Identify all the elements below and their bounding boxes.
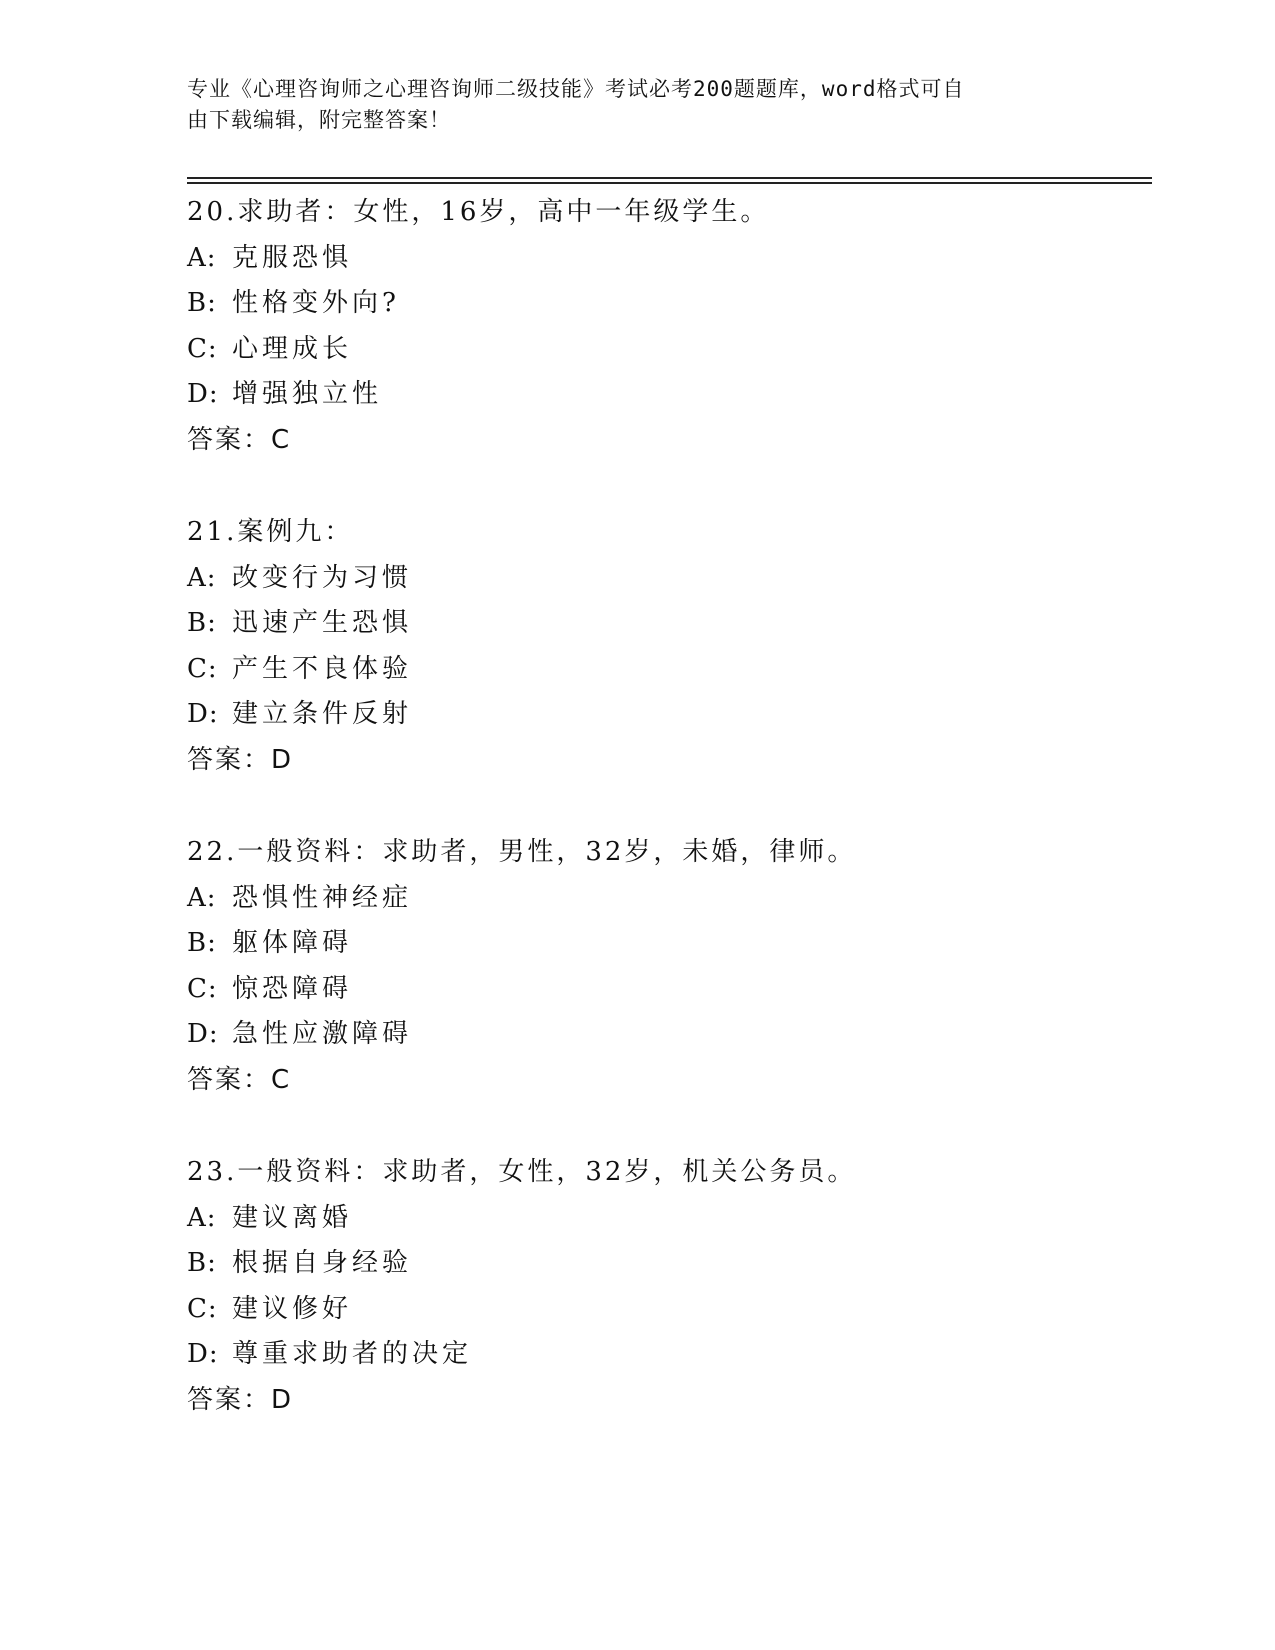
option-text: 躯体障碍 [232,928,353,958]
option-letter: B: [187,1248,217,1278]
option-letter: C: [187,333,218,364]
option-letter: A: [187,1202,217,1233]
option-a [187,876,1147,922]
question-stem: 21.案例九： [187,517,354,547]
option-text: 根据自身经验 [232,1248,413,1278]
option-letter: C: [187,1293,218,1324]
answer-line: 答案：D [187,1384,294,1415]
question-21 [187,510,1147,830]
question-23 [187,1150,1147,1470]
option-d [187,1332,1147,1378]
option-a [187,556,1147,602]
option-letter: D: [187,379,219,409]
option-letter: B: [187,288,217,318]
answer-line: 答案：D [187,744,294,775]
option-text: 性格变外向? [232,288,400,318]
question-stem: 23.一般资料：求助者，女性，32岁，机关公务员。 [187,1157,857,1187]
question-stem: 22.一般资料：求助者，男性，32岁，未婚，律师。 [187,837,857,867]
option-a [187,236,1147,282]
option-letter: C: [187,653,218,684]
option-letter: C: [187,973,218,1004]
option-text: 建立条件反射 [232,699,413,729]
option-letter: A: [187,882,217,913]
option-text: 增强独立性 [232,379,383,409]
header-line-1: 专业《心理咨询师之心理咨询师二级技能》考试必考200题题库，word格式可自 [187,77,965,101]
option-c [187,647,1147,693]
option-b [187,281,1147,327]
option-text: 产生不良体验 [232,653,413,684]
option-c [187,1287,1147,1333]
answer-line: 答案：C [187,1064,292,1095]
option-letter: D: [187,1339,219,1369]
option-text: 迅速产生恐惧 [232,608,413,638]
header-divider-top [187,177,1152,179]
question-22 [187,830,1147,1150]
option-b [187,601,1147,647]
option-text: 心理成长 [232,333,353,364]
option-letter: B: [187,608,217,638]
option-letter: D: [187,1019,219,1049]
answer-line: 答案：C [187,424,292,455]
option-letter: A: [187,242,217,273]
option-text: 建议修好 [232,1293,353,1324]
question-20 [187,190,1147,510]
header-divider-bottom [187,182,1152,184]
option-d [187,1012,1147,1058]
option-letter: B: [187,928,217,958]
option-b [187,921,1147,967]
option-d [187,692,1147,738]
option-text: 恐惧性神经症 [232,882,413,913]
option-c [187,327,1147,373]
question-list [187,190,1147,1470]
document-header [187,74,1087,136]
option-b [187,1241,1147,1287]
option-text: 改变行为习惯 [232,562,413,593]
option-letter: D: [187,699,219,729]
option-text: 克服恐惧 [232,242,353,273]
option-text: 建议离婚 [232,1202,353,1233]
option-c [187,967,1147,1013]
option-text: 尊重求助者的决定 [232,1339,473,1369]
option-text: 急性应激障碍 [232,1019,413,1049]
option-letter: A: [187,562,217,593]
option-text: 惊恐障碍 [232,973,353,1004]
option-d [187,372,1147,418]
header-line-2: 由下载编辑，附完整答案！ [187,108,451,132]
question-stem: 20.求助者：女性，16岁，高中一年级学生。 [187,197,770,227]
option-a [187,1196,1147,1242]
